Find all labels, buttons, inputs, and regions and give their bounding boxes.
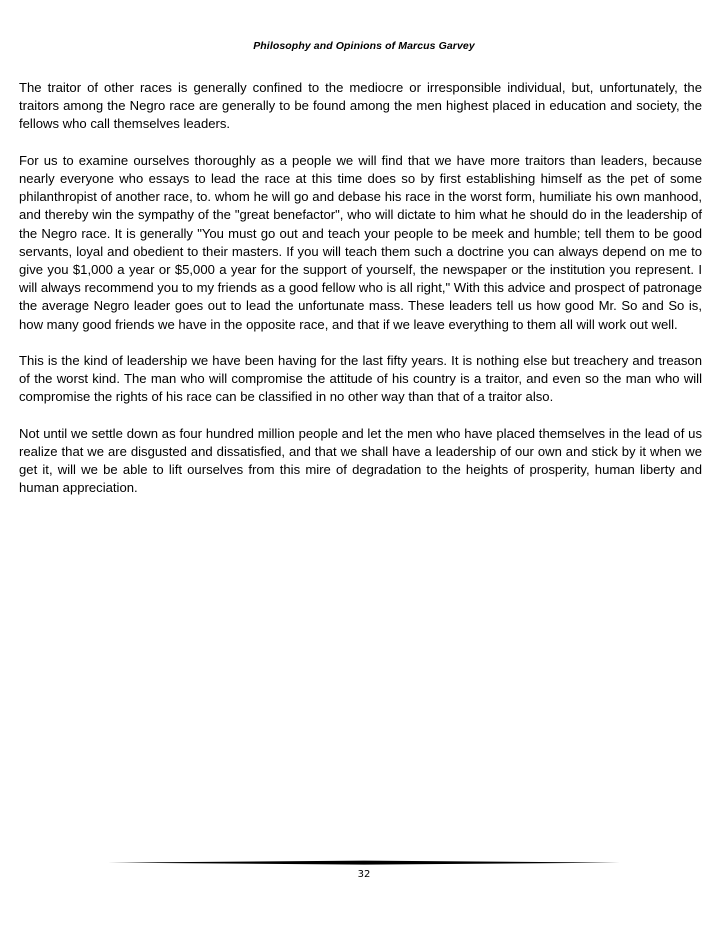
body-text xyxy=(19,79,702,516)
running-header: Philosophy and Opinions of Marcus Garvey xyxy=(253,40,475,52)
paragraph-4: Not until we settle down as four hundred million people and let the men who have placed themselves in the lead of us realize that we are disgusted and dissatisfied, and that we shall have a leadership of our own and stick by it when we get it, will we be able to lift ourselves from this mire of degradation to the heights of prosperity, human liberty and human appreciation. xyxy=(19,425,702,496)
footer-divider xyxy=(108,860,620,866)
paragraph-1: The traitor of other races is generally confined to the mediocre or irresponsible individual, but, unfortunately, the traitors among the Negro race are generally to be found among the men highest placed in education and society, the fellows who call themselves leaders. xyxy=(19,80,702,132)
paragraph-2: For us to examine ourselves thoroughly as a people we will find that we have more traitors than leaders, because nearly everyone who essays to lead the race at this time does so by first establishing himself as the pet of some philanthropist of another race, to. whom he will go and debase his race in the worst form, humiliate his own manhood, and thereby win the sympathy of the "great benefactor", who will dictate to him what he should do in the leadership of the Negro race. It is generally "You must go out and teach your people to be meek and humble; tell them to be good servants, loyal and obedient to their masters. If you will teach them such a doctrine you can always depend on me to give you $1,000 a year or $5,000 a year for the support of yourself, the newspaper or the institution you represent. I will always recommend you to my friends as a good fellow who is all right," With this advice and prospect of patronage the average Negro leader goes out to lead the unfortunate mass. These leaders tell us how good Mr. So and So is, how many good friends we have in the opposite race, and that if we leave everything to them all will work out well. xyxy=(19,152,702,332)
page-number: 32 xyxy=(357,869,371,880)
paragraph-3: This is the kind of leadership we have been having for the last fifty years. It is nothing else but treachery and treason of the worst kind. The man who will compromise the attitude of his country is a traitor, and even so the man who will compromise the rights of his race can be classified in no other way than that of a traitor also. xyxy=(19,353,702,405)
